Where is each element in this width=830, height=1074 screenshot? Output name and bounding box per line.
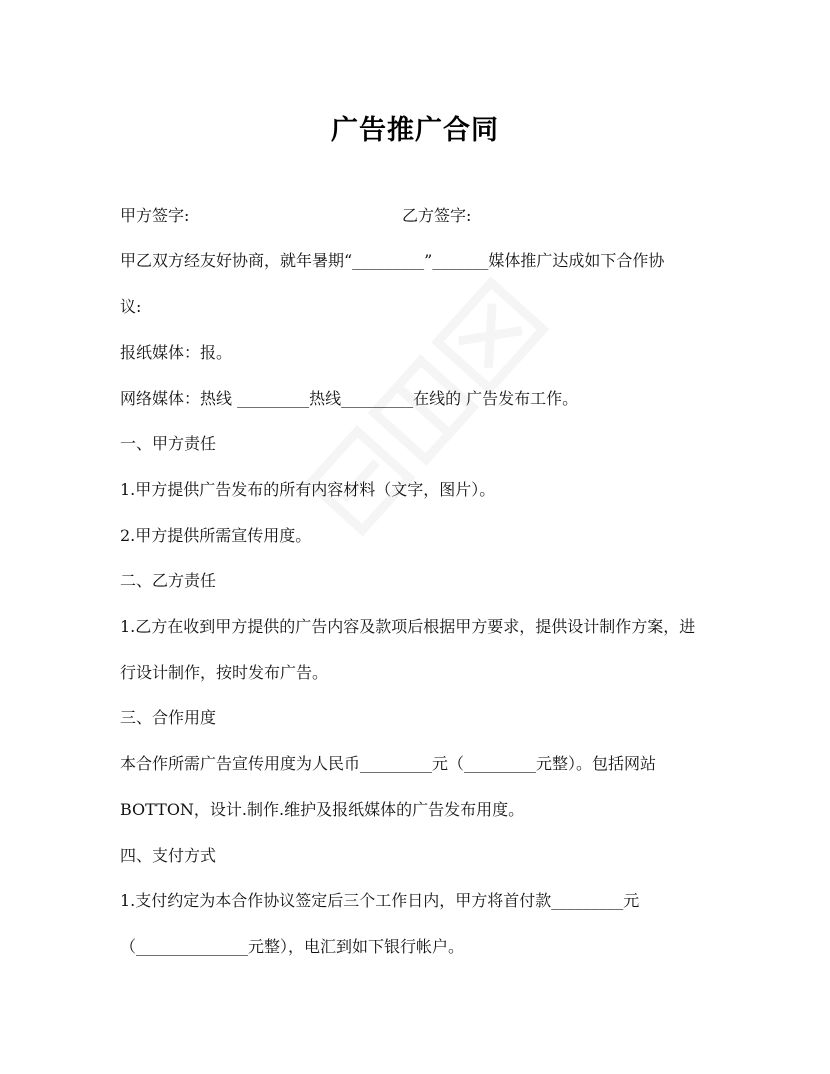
party-a-item-2: 2.甲方提供所需宣传用度。 bbox=[120, 526, 312, 545]
party-a-item-1: 1.甲方提供广告发布的所有内容材料（文字，图片）。 bbox=[120, 480, 496, 499]
section-heading-payment: 四、支付方式 bbox=[120, 846, 217, 865]
intro-line-1: 甲乙双方经友好协商，就年暑期“_________”_______媒体推广达成如下合作协 bbox=[120, 251, 665, 270]
signature-party-b: 乙方签字: bbox=[402, 206, 472, 225]
fees-line-1: 本合作所需广告宣传用度为人民币_________元（_________元整）。包括网站 bbox=[120, 754, 657, 773]
fees-line-2: BOTTON，设计.制作.维护及报纸媒体的广告发布用度。 bbox=[120, 800, 525, 819]
signature-party-a: 甲方签字: bbox=[120, 206, 190, 225]
section-heading-fees: 三、合作用度 bbox=[120, 708, 217, 727]
section-heading-party-b: 二、乙方责任 bbox=[120, 571, 217, 590]
payment-item-1-line-2: （______________元整），电汇到如下银行帐户。 bbox=[120, 937, 465, 956]
newspaper-media-line: 报纸媒体：报。 bbox=[120, 343, 233, 362]
page-title: 广告推广合同 bbox=[331, 115, 499, 146]
online-media-line: 网络媒体：热线 _________热线_________在线的 广告发布工作。 bbox=[120, 389, 579, 408]
party-b-item-1-line-1: 1.乙方在收到甲方提供的广告内容及款项后根据甲方要求，提供设计制作方案，进 bbox=[120, 617, 696, 636]
party-b-item-1-line-2: 行设计制作，按时发布广告。 bbox=[120, 663, 329, 682]
section-heading-party-a: 一、甲方责任 bbox=[120, 434, 217, 453]
intro-line-2: 议: bbox=[120, 297, 142, 316]
payment-item-1-line-1: 1.支付约定为本合作协议签定后三个工作日内，甲方将首付款_________元 bbox=[120, 891, 640, 910]
